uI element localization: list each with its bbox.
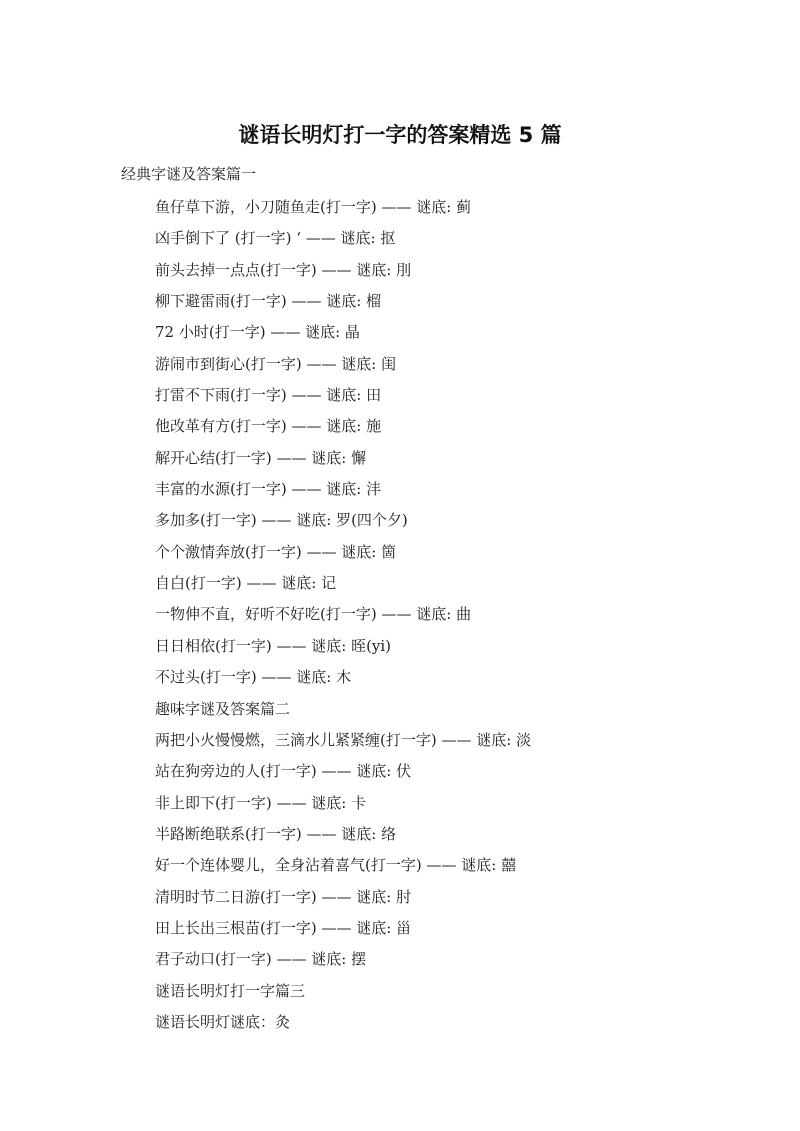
riddle-line: 君子动口(打一字) —— 谜底: 摆: [155, 950, 367, 969]
riddle-line: 打雷不下雨(打一字) —— 谜底: 田: [155, 386, 382, 405]
riddle-line: 丰富的水源(打一字) —— 谜底: 沣: [155, 480, 382, 499]
riddle-line: 谜语长明灯谜底：灸: [155, 1012, 291, 1031]
page-title: 谜语长明灯打一字的答案精选 5 篇: [238, 123, 562, 147]
riddle-line: 半路断绝联系(打一字) —— 谜底: 络: [155, 824, 397, 843]
riddle-line: 两把小火慢慢燃，三滴水儿紧紧缠(打一字) —— 谜底: 淡: [155, 730, 532, 749]
riddle-line: 田上长出三根苗(打一字) —— 谜底: 甾: [155, 918, 412, 937]
riddle-line: 前头去掉一点点(打一字) —— 谜底: 刖: [155, 260, 412, 279]
riddle-line: 非上即下(打一字) —— 谜底: 卡: [155, 793, 367, 812]
content-list: [155, 192, 531, 1038]
riddle-line: 好一个连体婴儿，全身沾着喜气(打一字) —— 谜底: 囍: [155, 856, 517, 875]
riddle-line: 不过头(打一字) —— 谜底: 木: [155, 668, 352, 687]
riddle-line: 个个激情奔放(打一字) —— 谜底: 箇: [155, 542, 397, 561]
riddle-line: 鱼仔草下游，小刀随鱼走(打一字) —— 谜底: 蓟: [155, 198, 472, 216]
riddle-line: 日日相依(打一字) —— 谜底: 晊(yi): [155, 636, 392, 655]
riddle-line: 站在狗旁边的人(打一字) —— 谜底: 伏: [155, 762, 412, 781]
riddle-line: 他改革有方(打一字) —— 谜底: 施: [155, 417, 382, 436]
riddle-line: 72 小时(打一字) —— 谜底: 晶: [155, 323, 360, 342]
riddle-line: 柳下避雷雨(打一字) —— 谜底: 榴: [155, 292, 382, 311]
riddle-line: 清明时节二日游(打一字) —— 谜底: 肘: [155, 887, 412, 906]
riddle-line: 自白(打一字) —— 谜底: 记: [155, 574, 337, 593]
riddle-line: 多加多(打一字) —— 谜底: 罗(四个夕): [155, 511, 408, 530]
section-heading-3: 谜语长明灯打一字篇三: [155, 981, 306, 1000]
section-heading: 经典字谜及答案篇一: [121, 165, 257, 183]
riddle-line: 解开心结(打一字) —— 谜底: 懈: [155, 448, 367, 467]
riddle-line: 游闹市到街心(打一字) —— 谜底: 闺: [155, 354, 397, 373]
riddle-line: 凶手倒下了 (打一字) ‘ —— 谜底: 抠: [155, 229, 396, 248]
riddle-line: 一物伸不直，好听不好吃(打一字) —— 谜底: 曲: [155, 605, 472, 624]
section-heading-2: 趣味字谜及答案篇二: [155, 699, 291, 718]
